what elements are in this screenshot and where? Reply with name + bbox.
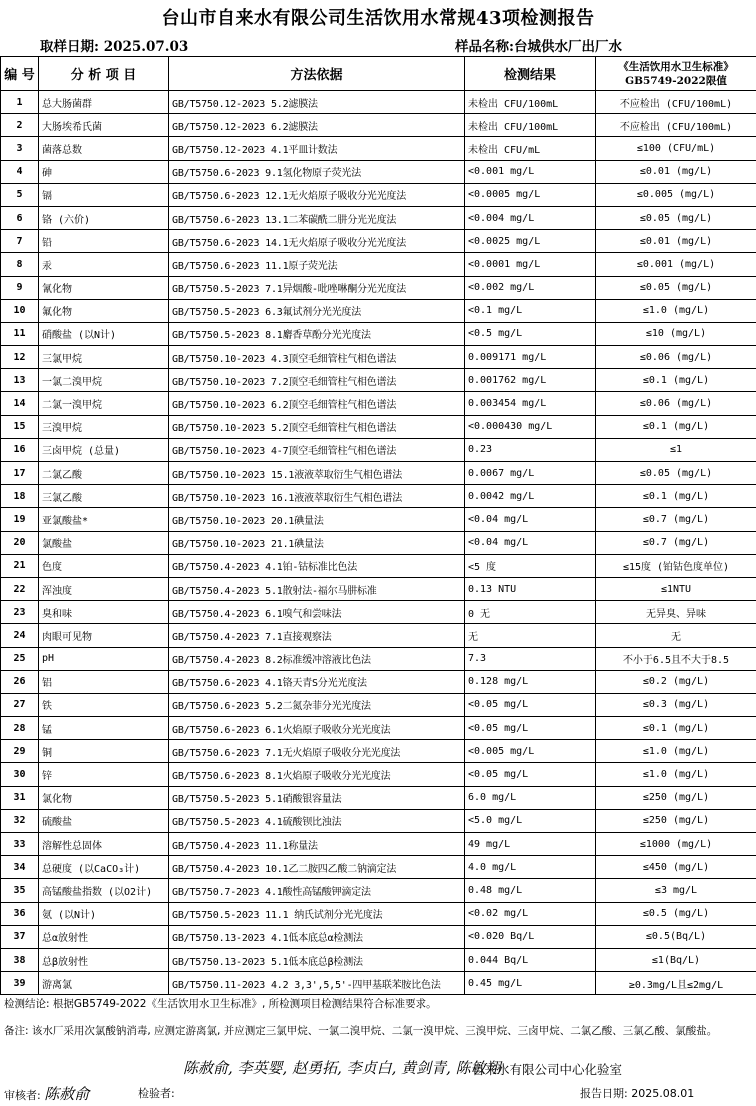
row-item: 硝酸盐 (以N计): [39, 322, 169, 345]
report-title: 台山市自来水有限公司生活饮用水常规43项检测报告: [161, 8, 595, 29]
table-row: [1, 392, 756, 415]
row-method: GB/T5750.5-2023 4.1硫酸钡比浊法: [169, 809, 465, 832]
row-number: 18: [1, 485, 39, 508]
reviewer-label: 审核者:: [4, 1089, 41, 1102]
row-item: 三卤甲烷 (总量): [39, 438, 169, 461]
table-row: [1, 925, 756, 948]
table-row: [1, 624, 756, 647]
row-item: pH: [39, 647, 169, 670]
row-number: 30: [1, 763, 39, 786]
row-method: GB/T5750.6-2023 5.2二氮杂菲分光光度法: [169, 693, 465, 716]
row-number: 3: [1, 137, 39, 160]
row-limit: ≤1.0 (mg/L): [596, 740, 756, 763]
row-limit: ≤0.1 (mg/L): [596, 369, 756, 392]
table-row: [1, 577, 756, 600]
table-row: [1, 554, 756, 577]
header-limit: [596, 57, 756, 91]
row-result: 无: [465, 624, 596, 647]
row-item: 三溴甲烷: [39, 415, 169, 438]
row-method: GB/T5750.5-2023 6.3氟试剂分光光度法: [169, 299, 465, 322]
row-method: GB/T5750.6-2023 4.1铬天青S分光光度法: [169, 670, 465, 693]
table-row: [1, 647, 756, 670]
row-limit: ≤0.1 (mg/L): [596, 415, 756, 438]
table-row: [1, 601, 756, 624]
table-row: [1, 879, 756, 902]
table-row: [1, 809, 756, 832]
row-result: 6.0 mg/L: [465, 786, 596, 809]
row-method: GB/T5750.6-2023 7.1无火焰原子吸收分光光度法: [169, 740, 465, 763]
row-item: 臭和味: [39, 601, 169, 624]
table-row: [1, 972, 756, 995]
row-limit: ≤0.05 (mg/L): [596, 206, 756, 229]
row-limit: ≤0.05 (mg/L): [596, 276, 756, 299]
row-item: 总α放射性: [39, 925, 169, 948]
row-number: 11: [1, 322, 39, 345]
row-result: <0.04 mg/L: [465, 508, 596, 531]
row-item: 铬 (六价): [39, 206, 169, 229]
row-limit: ≤1NTU: [596, 577, 756, 600]
row-result: 0.009171 mg/L: [465, 346, 596, 369]
header-item: 分 析 项 目: [39, 57, 169, 91]
row-result: <0.05 mg/L: [465, 763, 596, 786]
row-method: GB/T5750.10-2023 6.2顶空毛细管柱气相色谱法: [169, 392, 465, 415]
row-item: 一氯二溴甲烷: [39, 369, 169, 392]
row-number: 8: [1, 253, 39, 276]
row-result: <0.05 mg/L: [465, 693, 596, 716]
row-method: GB/T5750.12-2023 5.2滤膜法: [169, 91, 465, 114]
reviewer-signature: 陈赦俞: [44, 1085, 90, 1103]
row-method: GB/T5750.10-2023 21.1碘量法: [169, 531, 465, 554]
row-method: GB/T5750.6-2023 11.1原子荧光法: [169, 253, 465, 276]
header-limit-line2: GB5749-2022限值: [625, 74, 727, 87]
row-item: 游离氯: [39, 972, 169, 995]
table-row: [1, 322, 756, 345]
row-item: 高锰酸盐指数 (以O2计): [39, 879, 169, 902]
table-row: [1, 253, 756, 276]
row-number: 33: [1, 833, 39, 856]
conclusion-text: 检测结论: 根据GB5749-2022《生活饮用水卫生标准》, 所检测项目检测结果符合标准要求。: [4, 998, 437, 1010]
row-item: 氨 (以N计): [39, 902, 169, 925]
row-result: 0.48 mg/L: [465, 879, 596, 902]
table-row: [1, 786, 756, 809]
signatures: 陈赦俞, 李英婴, 赵勇拓, 李贞白, 黄剑青, 陈敏翔: [183, 1059, 501, 1077]
row-number: 28: [1, 717, 39, 740]
table-row: [1, 230, 756, 253]
row-item: 菌落总数: [39, 137, 169, 160]
row-number: 25: [1, 647, 39, 670]
row-result: <0.05 mg/L: [465, 717, 596, 740]
row-limit: ≤1(Bq/L): [596, 948, 756, 971]
table-row: [1, 91, 756, 114]
row-number: 37: [1, 925, 39, 948]
row-result: <0.04 mg/L: [465, 531, 596, 554]
reviewer: [4, 1083, 89, 1104]
row-item: 大肠埃希氏菌: [39, 114, 169, 137]
report-date: [580, 1085, 694, 1101]
row-number: 20: [1, 531, 39, 554]
row-item: 铝: [39, 670, 169, 693]
row-limit: ≤1000 (mg/L): [596, 833, 756, 856]
row-method: GB/T5750.10-2023 4.3顶空毛细管柱气相色谱法: [169, 346, 465, 369]
table-row: [1, 531, 756, 554]
row-result: <0.0005 mg/L: [465, 183, 596, 206]
row-method: GB/T5750.12-2023 4.1平皿计数法: [169, 137, 465, 160]
row-method: GB/T5750.12-2023 6.2滤膜法: [169, 114, 465, 137]
row-item: 铅: [39, 230, 169, 253]
row-limit: ≤0.1 (mg/L): [596, 485, 756, 508]
row-method: GB/T5750.13-2023 4.1低本底总α检测法: [169, 925, 465, 948]
row-result: <0.004 mg/L: [465, 206, 596, 229]
row-item: 总β放射性: [39, 948, 169, 971]
row-item: 硫酸盐: [39, 809, 169, 832]
row-method: GB/T5750.10-2023 15.1液液萃取衍生气相色谱法: [169, 462, 465, 485]
row-number: 31: [1, 786, 39, 809]
row-number: 1: [1, 91, 39, 114]
table-row: [1, 462, 756, 485]
table-row: [1, 415, 756, 438]
row-method: GB/T5750.11-2023 4.2 3,3',5,5'-四甲基联苯胺比色法: [169, 972, 465, 995]
row-limit: 不应检出 (CFU/100mL): [596, 114, 756, 137]
row-number: 23: [1, 601, 39, 624]
row-limit: ≤0.2 (mg/L): [596, 670, 756, 693]
row-method: GB/T5750.6-2023 9.1氢化物原子荧光法: [169, 160, 465, 183]
row-limit: ≤0.01 (mg/L): [596, 160, 756, 183]
row-number: 35: [1, 879, 39, 902]
row-method: GB/T5750.10-2023 16.1液液萃取衍生气相色谱法: [169, 485, 465, 508]
row-result: 49 mg/L: [465, 833, 596, 856]
row-result: <0.0025 mg/L: [465, 230, 596, 253]
table-row: [1, 299, 756, 322]
row-result: <0.001 mg/L: [465, 160, 596, 183]
table-row: [1, 717, 756, 740]
header-limit-line1: 《生活饮用水卫生标准》: [618, 60, 734, 73]
inspector-label: 检验者:: [138, 1087, 175, 1100]
row-number: 32: [1, 809, 39, 832]
row-number: 6: [1, 206, 39, 229]
row-result: 0.0042 mg/L: [465, 485, 596, 508]
row-limit: ≤0.06 (mg/L): [596, 392, 756, 415]
row-limit: ≤1.0 (mg/L): [596, 763, 756, 786]
row-method: GB/T5750.6-2023 6.1火焰原子吸收分光光度法: [169, 717, 465, 740]
row-limit: 不小于6.5且不大于8.5: [596, 647, 756, 670]
row-item: 氟化物: [39, 299, 169, 322]
table-row: [1, 160, 756, 183]
row-result: <5.0 mg/L: [465, 809, 596, 832]
row-limit: ≤15度 (铂钴色度单位): [596, 554, 756, 577]
row-method: GB/T5750.5-2023 8.1麝香草酚分光光度法: [169, 322, 465, 345]
row-result: 0.0067 mg/L: [465, 462, 596, 485]
row-item: 锰: [39, 717, 169, 740]
row-result: 0 无: [465, 601, 596, 624]
table-header-row: [1, 57, 756, 91]
row-number: 38: [1, 948, 39, 971]
row-number: 29: [1, 740, 39, 763]
table-row: [1, 740, 756, 763]
row-item: 铁: [39, 693, 169, 716]
row-limit: ≤250 (mg/L): [596, 809, 756, 832]
row-number: 4: [1, 160, 39, 183]
row-number: 36: [1, 902, 39, 925]
note-text: 备注: 该水厂采用次氯酸钠消毒, 应测定游离氯, 并应测定三氯甲烷、一氯二溴甲烷、二氯一溴甲烷、三溴甲烷、三卤甲烷、二氯乙酸、三氯乙酸、氯酸盐。: [4, 1025, 718, 1037]
row-number: 21: [1, 554, 39, 577]
row-number: 24: [1, 624, 39, 647]
table-row: [1, 833, 756, 856]
row-method: GB/T5750.5-2023 11.1 纳氏试剂分光光度法: [169, 902, 465, 925]
row-number: 19: [1, 508, 39, 531]
row-item: 溶解性总固体: [39, 833, 169, 856]
row-limit: ≤450 (mg/L): [596, 856, 756, 879]
row-number: 7: [1, 230, 39, 253]
row-method: GB/T5750.5-2023 7.1异烟酸-吡唑啉酮分光光度法: [169, 276, 465, 299]
row-number: 26: [1, 670, 39, 693]
row-result: 0.45 mg/L: [465, 972, 596, 995]
row-number: 27: [1, 693, 39, 716]
row-result: <0.002 mg/L: [465, 276, 596, 299]
row-limit: ≤0.5(Bq/L): [596, 925, 756, 948]
row-method: GB/T5750.6-2023 13.1二苯碳酰二肼分光光度法: [169, 206, 465, 229]
row-limit: ≤0.05 (mg/L): [596, 462, 756, 485]
row-item: 三氯甲烷: [39, 346, 169, 369]
row-number: 39: [1, 972, 39, 995]
row-item: 汞: [39, 253, 169, 276]
row-result: <0.000430 mg/L: [465, 415, 596, 438]
row-method: GB/T5750.10-2023 7.2顶空毛细管柱气相色谱法: [169, 369, 465, 392]
row-limit: ≤0.01 (mg/L): [596, 230, 756, 253]
row-number: 10: [1, 299, 39, 322]
row-method: GB/T5750.6-2023 12.1无火焰原子吸收分光光度法: [169, 183, 465, 206]
row-item: 二氯一溴甲烷: [39, 392, 169, 415]
row-method: GB/T5750.5-2023 5.1硝酸银容量法: [169, 786, 465, 809]
row-item: 氯酸盐: [39, 531, 169, 554]
row-limit: ≤1.0 (mg/L): [596, 299, 756, 322]
row-item: 肉眼可见物: [39, 624, 169, 647]
row-number: 16: [1, 438, 39, 461]
row-method: GB/T5750.4-2023 4.1铂-钴标准比色法: [169, 554, 465, 577]
row-limit: ≤3 mg/L: [596, 879, 756, 902]
row-limit: 无: [596, 624, 756, 647]
row-item: 亚氯酸盐*: [39, 508, 169, 531]
sample-date-value: 2025.07.03: [103, 39, 189, 55]
row-result: 0.128 mg/L: [465, 670, 596, 693]
row-result: 未检出 CFU/100mL: [465, 91, 596, 114]
row-number: 13: [1, 369, 39, 392]
row-limit: ≤0.5 (mg/L): [596, 902, 756, 925]
row-method: GB/T5750.4-2023 6.1嗅气和尝味法: [169, 601, 465, 624]
row-limit: ≤100 (CFU/mL): [596, 137, 756, 160]
report-date-label: 报告日期:: [580, 1087, 628, 1100]
row-limit: ≤0.06 (mg/L): [596, 346, 756, 369]
row-limit: ≤250 (mg/L): [596, 786, 756, 809]
row-result: <0.5 mg/L: [465, 322, 596, 345]
row-result: 未检出 CFU/mL: [465, 137, 596, 160]
row-item: 浑浊度: [39, 577, 169, 600]
table-row: [1, 183, 756, 206]
row-limit: ≤0.1 (mg/L): [596, 717, 756, 740]
row-item: 总硬度 (以CaCO₃计): [39, 856, 169, 879]
row-item: 三氯乙酸: [39, 485, 169, 508]
row-item: 锌: [39, 763, 169, 786]
row-result: 0.23: [465, 438, 596, 461]
table-row: [1, 508, 756, 531]
row-number: 14: [1, 392, 39, 415]
row-method: GB/T5750.10-2023 5.2顶空毛细管柱气相色谱法: [169, 415, 465, 438]
row-limit: ≤1: [596, 438, 756, 461]
sample-date-label: 取样日期:: [40, 39, 99, 55]
row-limit: ≤10 (mg/L): [596, 322, 756, 345]
row-number: 2: [1, 114, 39, 137]
sample-name-value: 台城供水厂出厂水: [513, 39, 622, 55]
table-row: [1, 670, 756, 693]
table-row: [1, 114, 756, 137]
row-result: <0.020 Bq/L: [465, 925, 596, 948]
table-row: [1, 856, 756, 879]
row-result: 7.3: [465, 647, 596, 670]
row-limit: ≤0.3 (mg/L): [596, 693, 756, 716]
row-result: <0.1 mg/L: [465, 299, 596, 322]
row-item: 二氯乙酸: [39, 462, 169, 485]
row-method: GB/T5750.4-2023 5.1散射法-福尔马肼标准: [169, 577, 465, 600]
row-result: <0.005 mg/L: [465, 740, 596, 763]
sample-name-label: 样品名称:: [455, 39, 514, 55]
header-result: 检测结果: [465, 57, 596, 91]
row-result: 0.001762 mg/L: [465, 369, 596, 392]
header-method: 方法依据: [169, 57, 465, 91]
report-date-value: 2025.08.01: [631, 1087, 695, 1100]
row-result: <0.0001 mg/L: [465, 253, 596, 276]
row-item: 氰化物: [39, 276, 169, 299]
table-row: [1, 276, 756, 299]
row-method: GB/T5750.6-2023 14.1无火焰原子吸收分光光度法: [169, 230, 465, 253]
row-limit: ≤0.7 (mg/L): [596, 531, 756, 554]
row-result: 未检出 CFU/100mL: [465, 114, 596, 137]
table-row: [1, 346, 756, 369]
table-row: [1, 763, 756, 786]
row-result: 0.044 Bq/L: [465, 948, 596, 971]
results-table: [0, 56, 756, 995]
row-method: GB/T5750.13-2023 5.1低本底总β检测法: [169, 948, 465, 971]
row-limit: 不应检出 (CFU/100mL): [596, 91, 756, 114]
row-limit: ≤0.001 (mg/L): [596, 253, 756, 276]
row-number: 5: [1, 183, 39, 206]
row-item: 铜: [39, 740, 169, 763]
row-result: 4.0 mg/L: [465, 856, 596, 879]
row-item: 总大肠菌群: [39, 91, 169, 114]
table-row: [1, 438, 756, 461]
row-limit: ≥0.3mg/L且≤2mg/L: [596, 972, 756, 995]
row-method: GB/T5750.4-2023 10.1乙二胺四乙酸二钠滴定法: [169, 856, 465, 879]
row-number: 22: [1, 577, 39, 600]
row-number: 15: [1, 415, 39, 438]
row-limit: ≤0.005 (mg/L): [596, 183, 756, 206]
table-row: [1, 902, 756, 925]
row-limit: 无异臭、异味: [596, 601, 756, 624]
table-row: [1, 206, 756, 229]
row-number: 17: [1, 462, 39, 485]
row-item: 镉: [39, 183, 169, 206]
row-item: 氯化物: [39, 786, 169, 809]
row-result: <5 度: [465, 554, 596, 577]
row-result: 0.003454 mg/L: [465, 392, 596, 415]
table-row: [1, 948, 756, 971]
sample-name: [455, 35, 622, 55]
row-method: GB/T5750.10-2023 4-7顶空毛细管柱气相色谱法: [169, 438, 465, 461]
row-limit: ≤0.7 (mg/L): [596, 508, 756, 531]
row-item: 砷: [39, 160, 169, 183]
row-method: GB/T5750.10-2023 20.1碘量法: [169, 508, 465, 531]
row-number: 9: [1, 276, 39, 299]
row-number: 12: [1, 346, 39, 369]
table-row: [1, 137, 756, 160]
row-item: 色度: [39, 554, 169, 577]
table-row: [1, 693, 756, 716]
row-method: GB/T5750.7-2023 4.1酸性高锰酸钾滴定法: [169, 879, 465, 902]
row-method: GB/T5750.4-2023 11.1称量法: [169, 833, 465, 856]
table-row: [1, 369, 756, 392]
table-row: [1, 485, 756, 508]
row-result: <0.02 mg/L: [465, 902, 596, 925]
row-number: 34: [1, 856, 39, 879]
lab-name: 自来水有限公司中心化验室: [472, 1062, 623, 1077]
row-method: GB/T5750.6-2023 8.1火焰原子吸收分光光度法: [169, 763, 465, 786]
sample-date: [40, 35, 188, 55]
row-result: 0.13 NTU: [465, 577, 596, 600]
row-method: GB/T5750.4-2023 8.2标准缓冲溶液比色法: [169, 647, 465, 670]
header-no: 编 号: [1, 57, 39, 91]
row-method: GB/T5750.4-2023 7.1直接观察法: [169, 624, 465, 647]
